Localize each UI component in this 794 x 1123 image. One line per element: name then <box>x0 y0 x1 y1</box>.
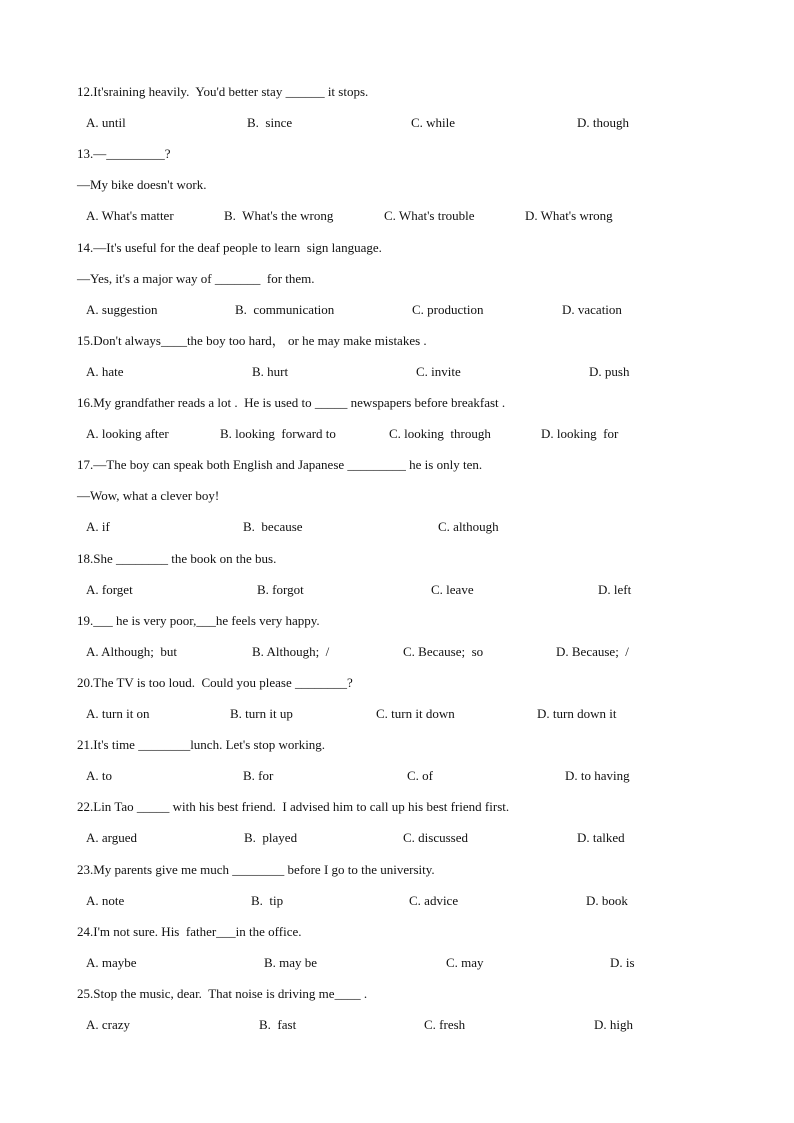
question-19-option-c: C. Because; so <box>403 643 484 659</box>
question-19-options <box>0 644 794 660</box>
question-21-option-a: A. to <box>86 768 112 784</box>
question-14-line-2: —Yes, it's a major way of _______ for them. <box>77 270 315 286</box>
question-16-options <box>0 426 794 442</box>
question-24-option-c: C. may <box>446 954 484 970</box>
question-23-option-c: C. advice <box>409 892 459 908</box>
question-23-option-d: D. book <box>586 892 628 908</box>
question-15-option-b: B. hurt <box>252 363 289 379</box>
question-20-option-b: B. turn it up <box>230 706 293 721</box>
question-13-options <box>0 208 794 224</box>
question-15-stem: 15.Don't always____the boy too hard， or he may make mistakes . <box>77 332 427 348</box>
question-14-option-b: B. communication <box>235 301 335 317</box>
question-22-stem: 22.Lin Tao _____ with his best friend. I advised him to call up his best friend first. <box>77 799 510 815</box>
question-13-option-b: B. What's the wrong <box>224 208 334 224</box>
question-25-option-a: A. crazy <box>86 1017 131 1032</box>
question-15-option-d: D. push <box>589 363 630 379</box>
question-24-option-d: D. is <box>610 954 635 970</box>
question-25-options <box>0 1017 794 1033</box>
question-12-options <box>0 115 794 131</box>
question-20-options <box>0 706 794 722</box>
question-18-option-a: A. forget <box>86 581 133 597</box>
question-23-option-a: A. note <box>86 892 125 908</box>
question-16-stem: 16.My grandfather reads a lot . He is used to _____ newspapers before breakfast . <box>77 395 506 410</box>
question-21-option-d: D. to having <box>565 768 630 784</box>
question-25-stem: 25.Stop the music, dear. That noise is driving me____ . <box>77 985 368 1001</box>
question-22-option-c: C. discussed <box>403 830 468 846</box>
question-17-option-c: C. although <box>438 519 499 535</box>
question-17-options <box>0 519 794 535</box>
question-20-stem: 20.The TV is too loud. Could you please ________? <box>77 674 353 690</box>
question-19-option-b: B. Although; / <box>252 643 330 659</box>
question-23-option-b: B. tip <box>251 892 284 908</box>
question-18-option-b: B. forgot <box>257 581 304 597</box>
question-17-line-2: —Wow, what a clever boy! <box>77 488 220 504</box>
question-17-option-a: A. if <box>86 519 110 535</box>
question-18-stem: 18.She ________ the book on the bus. <box>77 550 277 566</box>
question-17-stem: 17.—The boy can speak both English and Japanese _________ he is only ten. <box>77 457 483 473</box>
question-21-options <box>0 768 794 784</box>
question-25-option-d: D. high <box>594 1017 633 1032</box>
question-25-option-b: B. fast <box>259 1017 297 1032</box>
question-16-option-d: D. looking for <box>541 426 619 442</box>
question-23-stem: 23.My parents give me much ________ before I go to the university. <box>77 861 435 877</box>
question-14-option-c: C. production <box>412 301 484 317</box>
question-21-option-b: B. for <box>243 768 274 784</box>
question-24-option-a: A. maybe <box>86 954 137 970</box>
question-23-options <box>0 893 794 909</box>
question-20-option-a: A. turn it on <box>86 706 150 721</box>
question-14-options <box>0 302 794 318</box>
question-22-option-a: A. argued <box>86 830 138 846</box>
question-13-option-a: A. What's matter <box>86 208 174 224</box>
question-22-options <box>0 830 794 846</box>
question-15-option-c: C. invite <box>416 363 461 379</box>
question-14-stem: 14.—It's useful for the deaf people to learn sign language. <box>77 239 382 255</box>
question-12-option-c: C. while <box>411 115 456 131</box>
question-24-options <box>0 955 794 971</box>
question-14-option-a: A. suggestion <box>86 301 158 317</box>
question-19-stem: 19.___ he is very poor,___he feels very happy. <box>77 612 320 628</box>
question-13-stem: 13.—_________? <box>77 146 171 162</box>
question-12-option-b: B. since <box>247 115 293 131</box>
question-15-options <box>0 364 794 380</box>
question-13-line-2: —My bike doesn't work. <box>77 177 207 193</box>
question-20-option-c: C. turn it down <box>376 706 455 721</box>
question-22-option-d: D. talked <box>577 830 625 846</box>
question-18-option-c: C. leave <box>431 581 474 597</box>
question-16-option-c: C. looking through <box>389 426 491 442</box>
question-22-option-b: B. played <box>244 830 298 846</box>
question-24-stem: 24.I'm not sure. His father___in the office. <box>77 923 302 939</box>
question-21-stem: 21.It's time ________lunch. Let's stop working. <box>77 737 326 753</box>
question-13-option-d: D. What's wrong <box>525 208 613 224</box>
question-17-option-b: B. because <box>243 519 303 535</box>
question-15-option-a: A. hate <box>86 363 124 379</box>
question-16-option-b: B. looking forward to <box>220 426 336 442</box>
question-12-option-a: A. until <box>86 115 126 131</box>
question-24-option-b: B. may be <box>264 954 318 970</box>
question-19-option-a: A. Although; but <box>86 643 178 659</box>
question-12-stem: 12.It'sraining heavily. You'd better stay ______ it stops. <box>77 84 369 99</box>
question-25-option-c: C. fresh <box>424 1017 466 1032</box>
question-18-option-d: D. left <box>598 581 632 597</box>
question-13-option-c: C. What's trouble <box>384 208 475 224</box>
question-12-option-d: D. though <box>577 115 629 131</box>
question-19-option-d: D. Because; / <box>556 643 629 659</box>
question-16-option-a: A. looking after <box>86 426 169 442</box>
question-18-options <box>0 582 794 598</box>
question-21-option-c: C. of <box>407 768 433 784</box>
question-14-option-d: D. vacation <box>562 301 622 317</box>
question-20-option-d: D. turn down it <box>537 706 617 721</box>
